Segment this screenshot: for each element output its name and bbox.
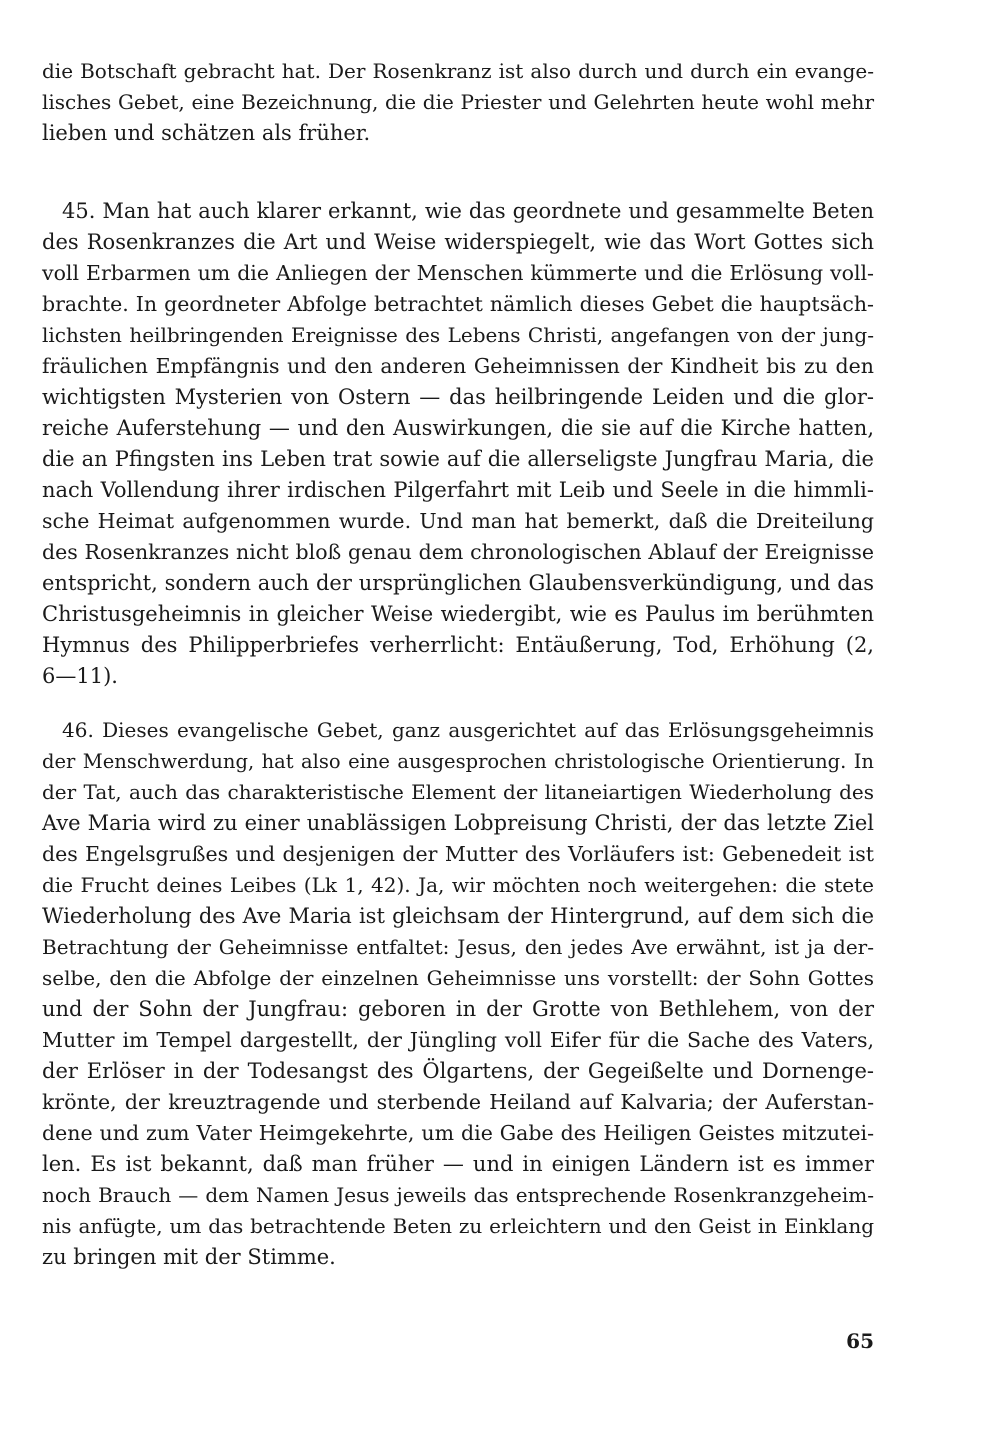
text-line: die Botschaft gebracht hat. Der Rosenkranz ist also durch und durch ein evange- [42, 59, 874, 83]
text-line: nach Vollendung ihrer irdischen Pilgerfahrt mit Leib und Seele in die himmli- [42, 478, 874, 502]
paragraph-continuation [42, 56, 874, 149]
text-line: Betrachtung der Geheimnisse entfaltet: Jesus, den jedes Ave erwähnt, ist ja der- [42, 935, 874, 959]
text-line: 46. Dieses evangelische Gebet, ganz ausgerichtet auf das Erlösungsgeheimnis [62, 718, 874, 742]
text-line: 6—11). [42, 664, 118, 688]
text-line: Ave Maria wird zu einer unablässigen Lobpreisung Christi, der das letzte Ziel [42, 811, 874, 835]
text-line: krönte, der kreuztragende und sterbende Heiland auf Kalvaria; der Auferstan- [42, 1090, 874, 1114]
text-line: wichtigsten Mysterien von Ostern — das heilbringende Leiden und die glor- [42, 385, 874, 409]
text-line: der Tat, auch das charakteristische Element der litaneiartigen Wiederholung des [42, 780, 874, 804]
text-line: die Frucht deines Leibes (Lk 1, 42). Ja, wir möchten noch weitergehen: die stete [42, 873, 874, 897]
text-line: 45. Man hat auch klarer erkannt, wie das geordnete und gesammelte Beten [62, 199, 874, 223]
paragraph-46 [42, 715, 874, 1273]
text-line: fräulichen Empfängnis und den anderen Geheimnissen der Kindheit bis zu den [42, 354, 874, 378]
text-line: des Engelsgrußes und desjenigen der Mutter des Vorläufers ist: Gebenedeit ist [42, 842, 874, 866]
text-line: sche Heimat aufgenommen wurde. Und man hat bemerkt, daß die Dreiteilung [42, 509, 874, 533]
text-line: entspricht, sondern auch der ursprünglichen Glaubensverkündigung, und das [42, 571, 874, 595]
text-line: nis anfügte, um das betrachtende Beten zu erleichtern und den Geist in Einklang [42, 1214, 874, 1238]
text-line: zu bringen mit der Stimme. [42, 1245, 336, 1269]
text-line: und der Sohn der Jungfrau: geboren in der Grotte von Bethlehem, von der [42, 997, 874, 1021]
text-line: die an Pfingsten ins Leben trat sowie auf die allerseligste Jungfrau Maria, die [42, 447, 874, 471]
text-line: noch Brauch — dem Namen Jesus jeweils das entsprechende Rosenkranzgeheim- [42, 1183, 874, 1207]
paragraph-45 [42, 196, 874, 692]
text-line: der Erlöser in der Todesangst des Ölgartens, der Gegeißelte und Dornenge- [42, 1059, 874, 1083]
text-line: reiche Auferstehung — und den Auswirkungen, die sie auf die Kirche hatten, [42, 416, 874, 440]
text-line: lieben und schätzen als früher. [42, 121, 371, 145]
text-line: voll Erbarmen um die Anliegen der Menschen kümmerte und die Erlösung voll- [42, 261, 874, 285]
text-line: Hymnus des Philipperbriefes verherrlicht: Entäußerung, Tod, Erhöhung (2, [42, 633, 874, 657]
text-line: lisches Gebet, eine Bezeichnung, die die Priester und Gelehrten heute wohl mehr [42, 90, 874, 114]
text-line: der Menschwerdung, hat also eine ausgesprochen christologische Orientierung. In [42, 750, 874, 773]
text-line: Wiederholung des Ave Maria ist gleichsam der Hintergrund, auf dem sich die [42, 904, 874, 928]
text-line: lichsten heilbringenden Ereignisse des Lebens Christi, angefangen von der jung- [42, 323, 874, 347]
text-line: selbe, den die Abfolge der einzelnen Geheimnisse uns vorstellt: der Sohn Gottes [42, 966, 874, 990]
page-number: 65 [846, 1329, 874, 1353]
text-line: brachte. In geordneter Abfolge betrachtet nämlich dieses Gebet die hauptsäch- [42, 292, 874, 316]
text-line: des Rosenkranzes nicht bloß genau dem chronologischen Ablauf der Ereignisse [42, 540, 874, 564]
text-line: des Rosenkranzes die Art und Weise widerspiegelt, wie das Wort Gottes sich [42, 230, 874, 254]
text-line: Christusgeheimnis in gleicher Weise wiedergibt, wie es Paulus im berühmten [42, 602, 874, 626]
text-line: len. Es ist bekannt, daß man früher — und in einigen Ländern ist es immer [42, 1152, 874, 1176]
text-line: Mutter im Tempel dargestellt, der Jüngling voll Eifer für die Sache des Vaters, [42, 1028, 874, 1052]
text-line: dene und zum Vater Heimgekehrte, um die Gabe des Heiligen Geistes mitzutei- [42, 1121, 874, 1145]
